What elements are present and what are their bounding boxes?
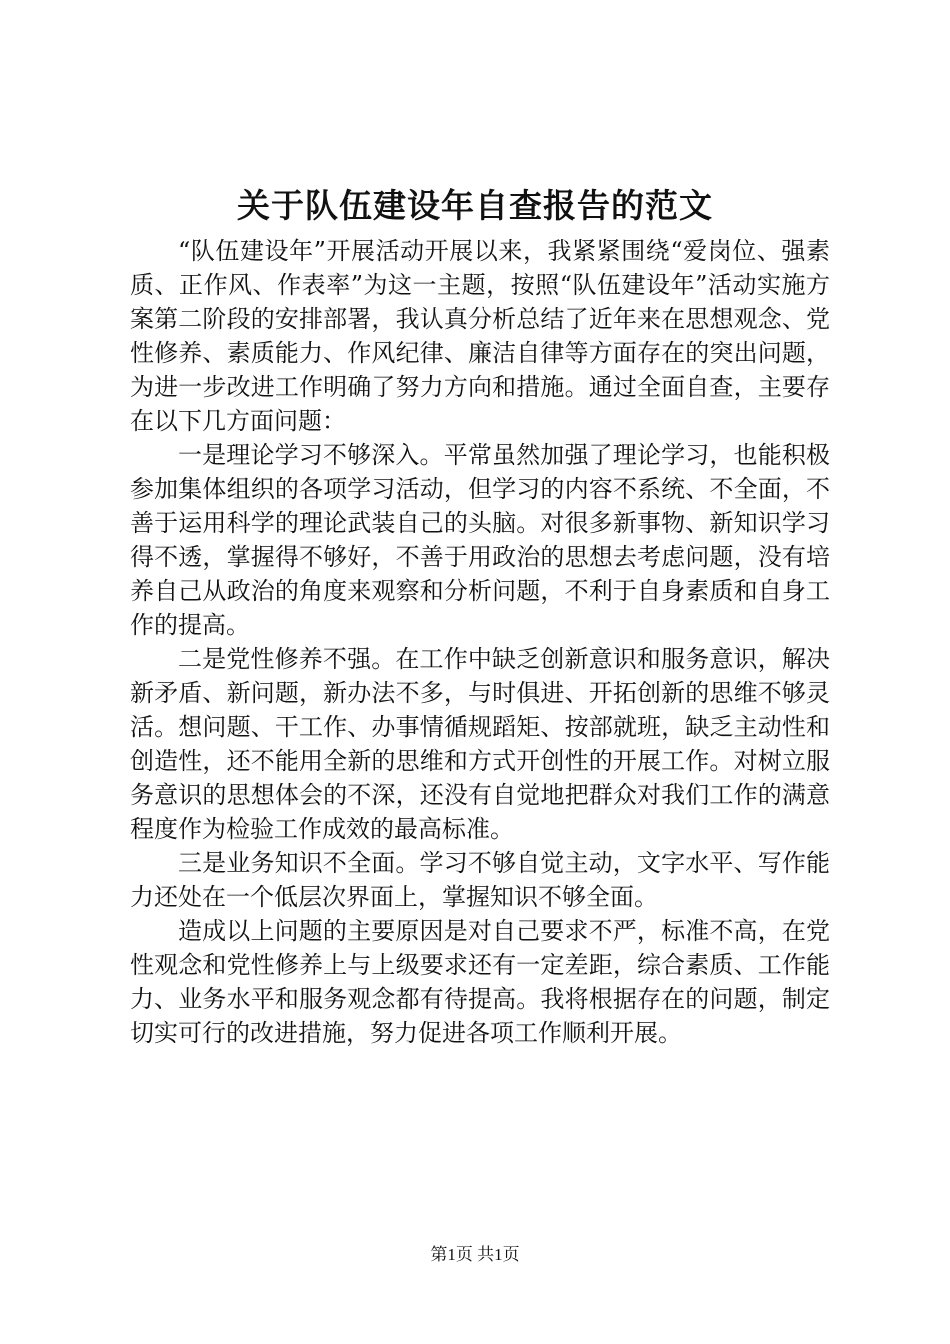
document-title: 关于队伍建设年自查报告的范文 (237, 186, 713, 225)
paragraph-causes: 造成以上问题的主要原因是对自己要求不严，标准不高，在党性观念和党性修养上与上级要求还有一定差距，综合素质、工作能力、业务水平和服务观念都有待提高。我将根据存在的问题，制定切实可行的改进措施，努力促进各项工作顺利开展。 (130, 917, 830, 1047)
paragraph-business-knowledge: 三是业务知识不全面。学习不够自觉主动，文字水平、写作能力还处在一个低层次界面上，掌握知识不够全面。 (130, 849, 830, 911)
paragraph-theory-study: 一是理论学习不够深入。平常虽然加强了理论学习，也能积极参加集体组织的各项学习活动，但学习的内容不系统、不全面，不善于运用科学的理论武装自己的头脑。对很多新事物、新知识学习得不透，掌握得不够好，不善于用政治的思想去考虑问题，没有培养自己从政治的角度来观察和分析问题，不利于自身素质和自身工作的提高。 (130, 441, 830, 639)
document-body (130, 234, 830, 1050)
page-footer: 第1页 共1页 (430, 1245, 520, 1264)
paragraph-party-spirit: 二是党性修养不强。在工作中缺乏创新意识和服务意识，解决新矛盾、新问题，新办法不多，与时俱进、开拓创新的思维不够灵活。想问题、干工作、办事情循规蹈矩、按部就班，缺乏主动性和创造性，还不能用全新的思维和方式开创性的开展工作。对树立服务意识的思想体会的不深，还没有自觉地把群众对我们工作的满意程度作为检验工作成效的最高标准。 (130, 645, 830, 843)
paragraph-intro: “队伍建设年”开展活动开展以来，我紧紧围绕“爱岗位、强素质、正作风、作表率”为这一主题，按照“队伍建设年”活动实施方案第二阶段的安排部署，我认真分析总结了近年来在思想观念、党性修养、素质能力、作风纪律、廉洁自律等方面存在的突出问题，为进一步改进工作明确了努力方向和措施。通过全面自查，主要存在以下几方面问题： (130, 237, 830, 435)
